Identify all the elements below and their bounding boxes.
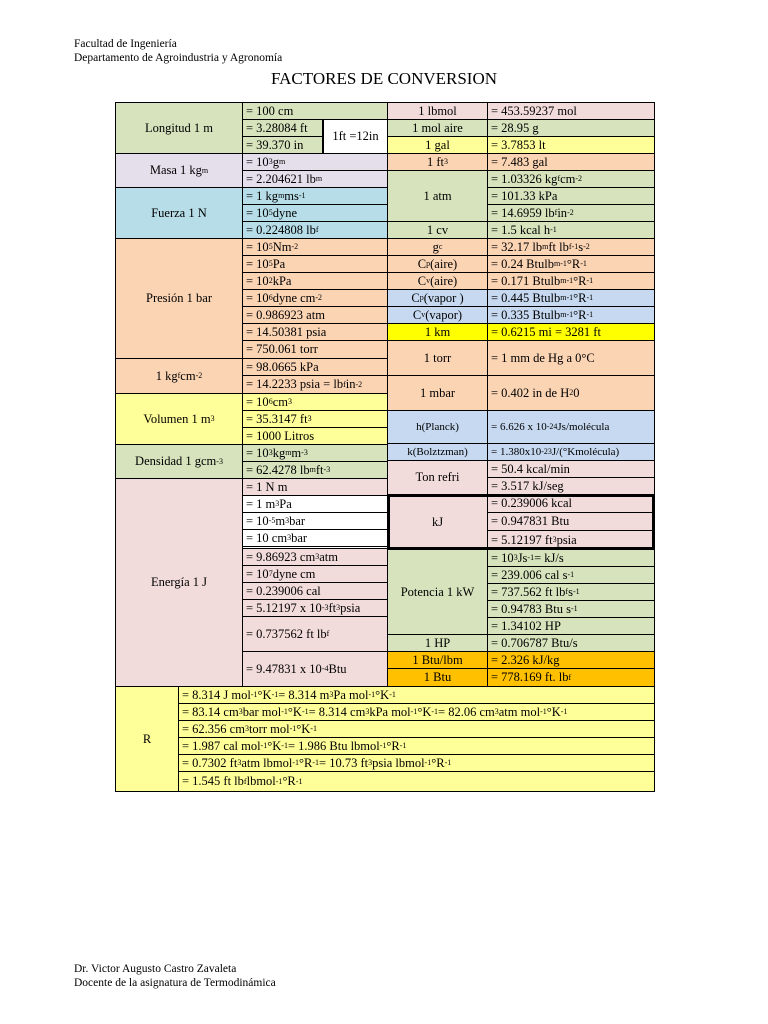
energia-value-9: = 0.737562 ft lb f [242, 616, 388, 652]
mbar-value: = 0.402 in de H 2 0 [487, 375, 655, 411]
longitud-value-in: = 39.370 in [242, 136, 323, 154]
cv-vapor-value: = 0.335 Btulb m -1 °R -1 [487, 306, 655, 324]
volumen-value-3: = 1000 Litros [242, 427, 388, 445]
atm-value-2: = 101.33 kPa [487, 187, 655, 205]
cv-aire-label: C v (aire) [387, 272, 488, 290]
energia-value-8: = 5.12197 x 10 -3 ft 3 psia [242, 599, 388, 617]
author-role: Docente de la asignatura de Termodinámica [74, 977, 276, 989]
masa-label: Masa 1 kg m [115, 153, 243, 188]
potencia-value-1: = 10 3 Js -1 = kJ/s [487, 549, 655, 567]
tonrefri-value-2: = 3.517 kJ/seg [487, 477, 655, 495]
btu-value: = 778.169 ft. lb f [487, 668, 655, 687]
energia-value-6: = 10 7 dyne cm [242, 565, 388, 583]
longitud-label: Longitud 1 m [115, 102, 243, 154]
presion-value-2: = 10 5 Pa [242, 255, 388, 273]
energia-value-3: = 10 -5 m 3 bar [242, 512, 388, 530]
r-label: R [115, 686, 179, 792]
ft-in-note: 1ft =12in [322, 119, 388, 154]
cv-aire-value: = 0.171 Btulb m -1 °R -1 [487, 272, 655, 290]
potencia-value-2: = 239.006 cal s -1 [487, 566, 655, 584]
potencia-value-5: = 1.34102 HP [487, 617, 655, 635]
kj-value-1: = 0.239006 kcal [487, 494, 655, 513]
fuerza-value-3: = 0.224808 lb f [242, 221, 388, 239]
densidad-value-1: = 10 3 kg m m -3 [242, 444, 388, 462]
presion-label: Presión 1 bar [115, 238, 243, 359]
longitud-value-ft: = 3.28084 ft [242, 119, 323, 137]
energia-value-7: = 0.239006 cal [242, 582, 388, 600]
torr-label: 1 torr [387, 340, 488, 376]
densidad-value-2: = 62.4278 lb m ft -3 [242, 461, 388, 479]
torr-value: = 1 mm de Hg a 0°C [487, 340, 655, 376]
potencia-label: Potencia 1 kW [387, 549, 488, 635]
volumen-label: Volumen 1 m 3 [115, 393, 243, 445]
fuerza-value-1: = 1 kg m ms -1 [242, 187, 388, 205]
cp-aire-value: = 0.24 Btulb m -1 °R -1 [487, 255, 655, 273]
kj-value-3: = 5.12197 ft 3 psia [487, 530, 655, 550]
kgf-label: 1 kg f cm -2 [115, 358, 243, 394]
gal-label: 1 gal [387, 136, 488, 154]
atm-value-1: = 1.03326 kg f cm -2 [487, 170, 655, 188]
presion-value-1: = 10 5 Nm -2 [242, 238, 388, 256]
mbar-label: 1 mbar [387, 375, 488, 411]
presion-value-5: = 0.986923 atm [242, 306, 388, 324]
btu-label: 1 Btu [387, 668, 488, 687]
ft3-label: 1 ft 3 [387, 153, 488, 171]
r-value-1: = 8.314 J mol -1 °K -1 = 8.314 m 3 Pa mol -1 °K -1 [178, 686, 655, 704]
kj-label: kJ [387, 494, 488, 550]
department-name: Departamento de Agroindustria y Agronomía [74, 52, 283, 64]
author-name: Dr. Victor Augusto Castro Zavaleta [74, 963, 237, 975]
lbmol-label: 1 lbmol [387, 102, 488, 120]
btulbm-label: 1 Btu/lbm [387, 651, 488, 669]
energia-label: Energía 1 J [115, 478, 243, 687]
r-value-4: = 1.987 cal mol -1 °K -1 = 1.986 Btu lbmol -1 °R -1 [178, 737, 655, 755]
r-value-2: = 83.14 cm 3 bar mol -1 °K -1 = 8.314 cm 3 kPa mol -1 °K -1 = 82.06 cm 3 atm mol -1 °K -1 [178, 703, 655, 721]
tonrefri-label: Ton refri [387, 460, 488, 495]
faculty-name: Facultad de Ingeniería [74, 38, 177, 50]
planck-value: = 6.626 x 10 -24 Js/molécula [487, 410, 655, 444]
cv-label: 1 cv [387, 221, 488, 239]
km-value: = 0.6215 mi = 3281 ft [487, 323, 655, 341]
masa-value-lbm: = 2.204621 lb m [242, 170, 388, 188]
km-label: 1 km [387, 323, 488, 341]
energia-value-4: = 10 cm 3 bar [242, 529, 388, 547]
presion-value-3: = 10 2 kPa [242, 272, 388, 290]
molaire-label: 1 mol aire [387, 119, 488, 137]
fuerza-label: Fuerza 1 N [115, 187, 243, 239]
r-value-5: = 0.7302 ft 3 atm lbmol -1 °R -1 = 10.73 ft 3 psia lbmol -1 °R -1 [178, 754, 655, 772]
boltzmann-label: k(Bolztzman) [387, 443, 488, 461]
potencia-value-4: = 0.94783 Btu s -1 [487, 600, 655, 618]
cp-aire-label: C p (aire) [387, 255, 488, 273]
energia-value-5: = 9.86923 cm 3 atm [242, 548, 388, 566]
energia-value-10: = 9.47831 x 10 -4 Btu [242, 651, 388, 687]
gal-value: = 3.7853 lt [487, 136, 655, 154]
cv-value: = 1.5 kcal h -1 [487, 221, 655, 239]
kgf-value-2: = 14.2233 psia = lb f in -2 [242, 375, 388, 394]
volumen-value-1: = 10 6 cm 3 [242, 393, 388, 411]
gc-label: g c [387, 238, 488, 256]
molaire-value: = 28.95 g [487, 119, 655, 137]
longitud-value-cm: = 100 cm [242, 102, 388, 120]
energia-value-1: = 1 N m [242, 478, 388, 496]
masa-value-g: = 10 3 g m [242, 153, 388, 171]
presion-value-4: = 10 6 dyne cm -2 [242, 289, 388, 307]
kj-value-2: = 0.947831 Btu [487, 512, 655, 531]
ft3-value: = 7.483 gal [487, 153, 655, 171]
tonrefri-value-1: = 50.4 kcal/min [487, 460, 655, 478]
atm-label: 1 atm [387, 170, 488, 222]
r-value-3: = 62.356 cm 3 torr mol -1 °K -1 [178, 720, 655, 738]
planck-label: h(Planck) [387, 410, 488, 444]
gc-value: = 32.17 lb m ft lb f -1 s -2 [487, 238, 655, 256]
page-title: FACTORES DE CONVERSION [270, 69, 498, 88]
lbmol-value: = 453.59237 mol [487, 102, 655, 120]
presion-value-7: = 750.061 torr [242, 340, 388, 359]
volumen-value-2: = 35.3147 ft 3 [242, 410, 388, 428]
presion-value-6: = 14.50381 psia [242, 323, 388, 341]
boltzmann-value: = 1.380x10 -23 J/(°Kmolécula) [487, 443, 655, 461]
kgf-value-1: = 98.0665 kPa [242, 358, 388, 376]
r-value-6: = 1.545 ft lb f lbmol -1 °R -1 [178, 771, 655, 792]
fuerza-value-2: = 10 5 dyne [242, 204, 388, 222]
atm-value-3: = 14.6959 lb f in -2 [487, 204, 655, 222]
cv-vapor-label: C v (vapor) [387, 306, 488, 324]
cp-vapor-value: = 0.445 Btulb m -1 °R -1 [487, 289, 655, 307]
cp-vapor-label: C p (vapor ) [387, 289, 488, 307]
btulbm-value: = 2.326 kJ/kg [487, 651, 655, 669]
hp-value: = 0.706787 Btu/s [487, 634, 655, 652]
potencia-value-3: = 737.562 ft lb f s -1 [487, 583, 655, 601]
hp-label: 1 HP [387, 634, 488, 652]
energia-value-2: = 1 m 3 Pa [242, 495, 388, 513]
densidad-label: Densidad 1 gcm -3 [115, 444, 243, 479]
